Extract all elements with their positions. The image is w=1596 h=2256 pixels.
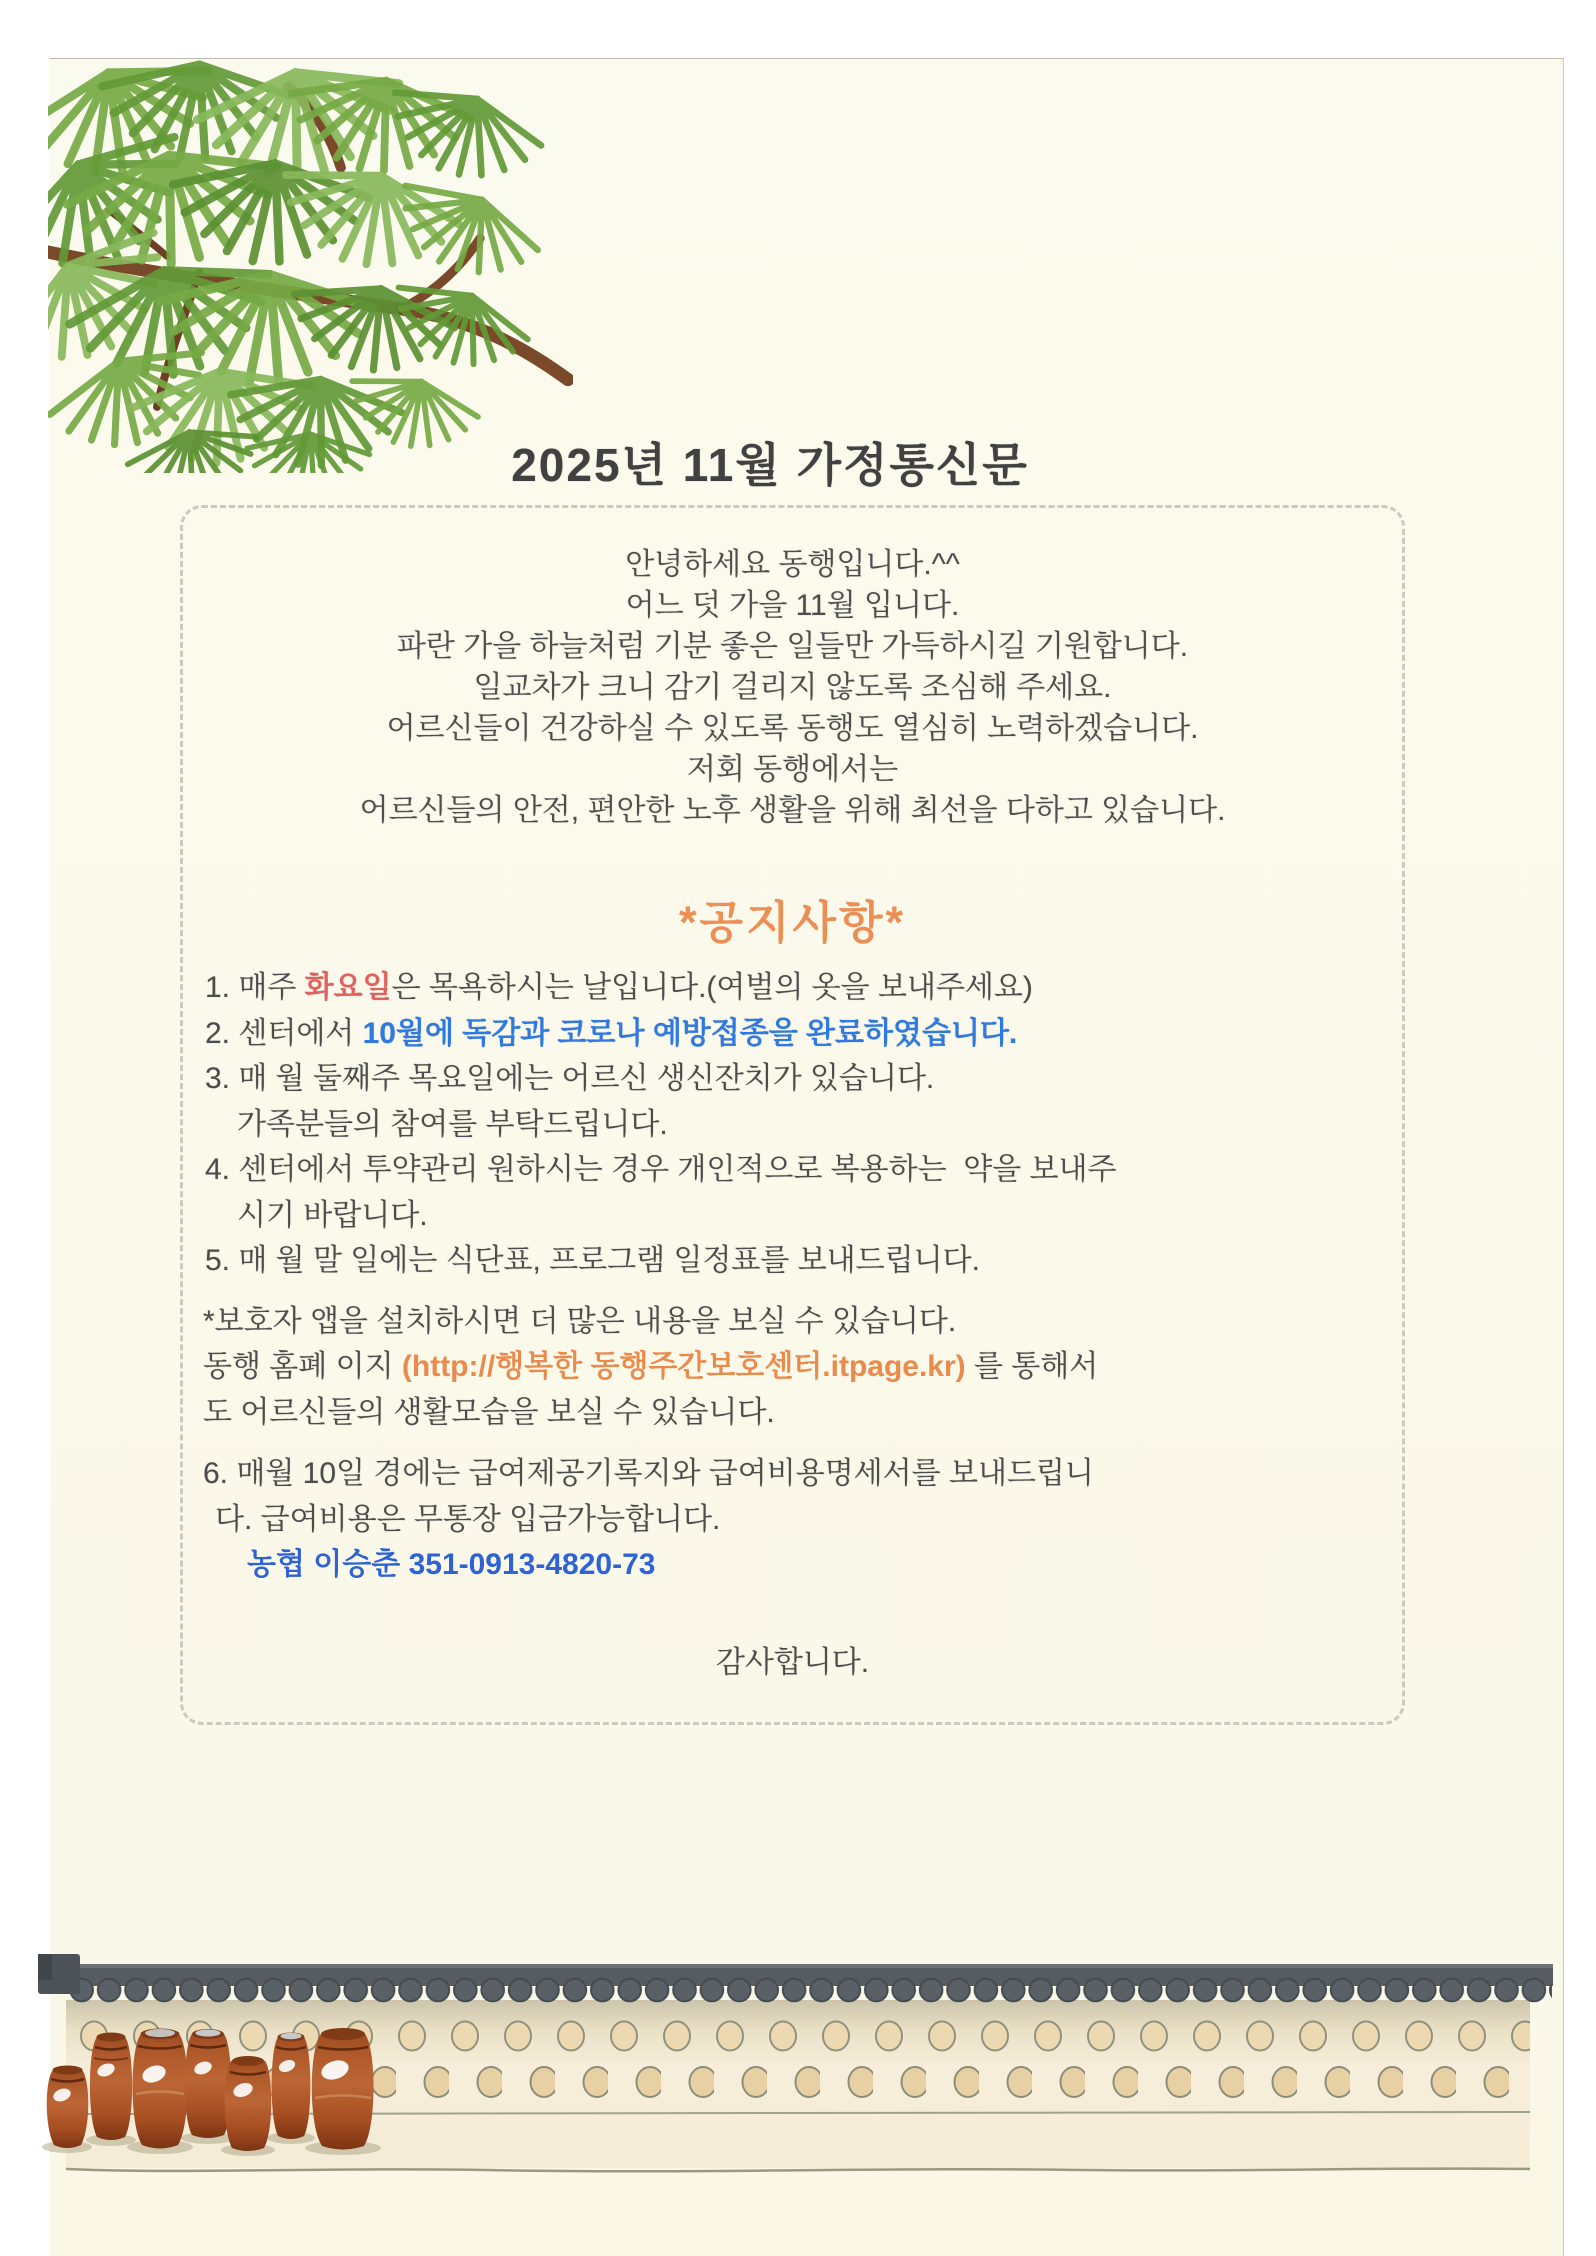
billing-note [203,1451,1382,1588]
bank-account: 농협 이승춘 351-0913-4820-73 [247,1548,656,1581]
notice-item-4: 4. 센터에서 투약관리 원하시는 경우 개인적으로 복용하는 약을 보내주 [205,1153,1117,1186]
greeting-line: 어르신들이 건강하실 수 있도록 동행도 열심히 노력하겠습니다. [386,712,1199,745]
notice-list [203,965,1382,1284]
greeting-line: 저회 동행에서는 [686,753,899,786]
pine-branch-illustration [48,58,573,473]
homepage-url: (http://행복한 동행주간보호센터.itpage.kr) [401,1350,966,1383]
notice-item-3-cont: 가족분들의 참여를 부탁드립니다. [237,1107,668,1141]
notice-item-2: 2. 센터에서 10월에 독감과 코로나 예방접종을 완료하였습니다. [205,1016,1018,1050]
greeting-line: 어느 덧 가을 11월 입니다. [625,589,960,622]
app-note-line-2: 동행 홈폐 이지 (http://행복한 동행주간보호센터.itpage.kr) 를 통해서 [203,1350,1099,1383]
notice-item-3: 3. 매 월 둘째주 목요일에는 어르신 생신잔치가 있습니다. [205,1062,935,1095]
billing-line-1: 6. 매월 10일 경에는 급여제공기록지와 급여비용명세서를 보내드립니 [203,1457,1094,1490]
guardian-app-note [203,1299,1382,1436]
closing-text: 감사합니다. [715,1645,870,1679]
greeting-line: 일교차가 크니 감기 걸리지 않도록 조심해 주세요. [473,671,1112,704]
tuesday-highlight: 화요일 [304,971,392,1004]
notice-item-1: 1. 매주 화요일은 목욕하시는 날입니다.(여벌의 옷을 보내주세요) [205,971,1033,1004]
greeting-line: 어르신들의 안전, 편안한 노후 생활을 위해 최선을 다하고 있습니다. [359,794,1226,827]
notice-item-5: 5. 매 월 말 일에는 식단표, 프로그램 일정표를 보내드립니다. [205,1244,980,1277]
onggi-jars [47,2028,374,2151]
notice-heading: *공지사항* [679,897,906,948]
notice-box [180,505,1405,1725]
greeting-line: 안녕하세요 동행입니다.^^ [625,548,960,581]
jar-wall-illustration [38,1948,1558,2185]
vaccination-highlight: 10월에 독감과 코로나 예방접종을 완료하였습니다. [362,1016,1018,1050]
notice-item-4-cont: 시기 바랍니다. [237,1198,428,1232]
newsletter-title: 2025년 11월 가정통신문 [511,439,1029,491]
app-note-line-3: 도 어르신들의 생활모습을 보실 수 있습니다. [203,1395,775,1429]
greeting-line: 파란 가을 하늘처럼 기분 좋은 일들만 가득하시길 기원합니다. [396,630,1189,663]
greeting-block [203,544,1382,831]
billing-line-2: 다. 급여비용은 무통장 입금가능합니다. [215,1502,721,1536]
app-note-line-1: *보호자 앱을 설치하시면 더 많은 내용을 보실 수 있습니다. [203,1304,957,1338]
